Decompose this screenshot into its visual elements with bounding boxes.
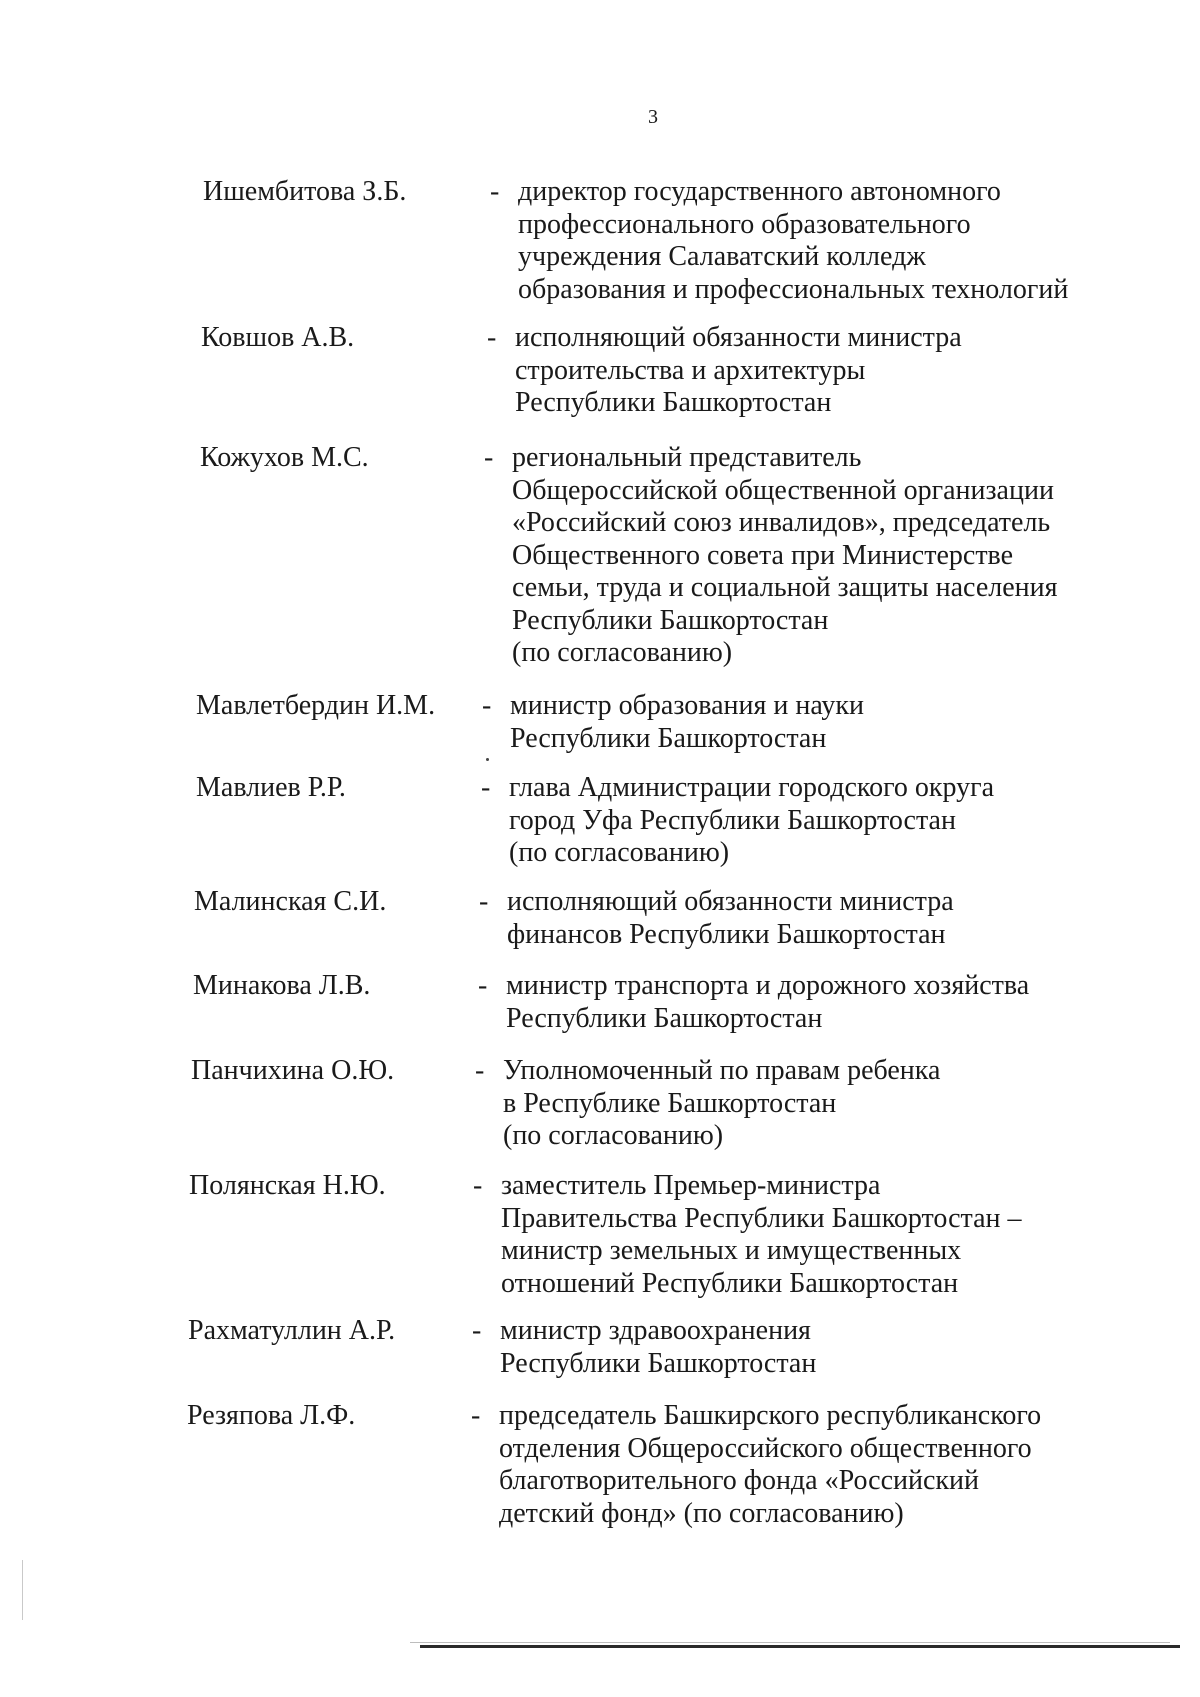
separator-dash: - <box>490 176 500 207</box>
member-name: Ковшов А.В. <box>201 322 355 353</box>
member-description: глава Администрации городского округа город Уфа Республики Башкортостан (по согласованию) <box>509 772 995 868</box>
separator-dash: - <box>479 886 489 917</box>
member-description: заместитель Премьер-министра Правительства Республики Башкортостан – министр земельных и имущественных отношений Республики Башкортостан <box>501 1170 1022 1299</box>
separator-dash: - <box>472 1315 482 1346</box>
scan-artifact-line <box>22 1560 23 1620</box>
member-name: Мавлетбердин И.М. <box>196 690 436 721</box>
separator-dash: - <box>482 690 492 721</box>
page-number: 3 <box>648 106 658 128</box>
bottom-rule-shadow <box>410 1642 1170 1643</box>
member-description: директор государственного автономного профессионального образовательного учреждения Салаватский колледж образования и профессиональных технологий <box>518 176 1069 305</box>
member-description: исполняющий обязанности министра строительства и архитектуры Республики Башкортостан <box>515 322 962 418</box>
member-name: Минакова Л.В. <box>193 970 371 1001</box>
member-name: Рахматуллин А.Р. <box>188 1315 396 1346</box>
scan-dot <box>486 758 489 761</box>
separator-dash: - <box>487 322 497 353</box>
member-description: министр транспорта и дорожного хозяйства Республики Башкортостан <box>506 970 1030 1034</box>
member-description: исполняющий обязанности министра финансов Республики Башкортостан <box>507 886 954 950</box>
bottom-rule <box>420 1645 1180 1648</box>
separator-dash: - <box>475 1055 485 1086</box>
separator-dash: - <box>473 1170 483 1201</box>
member-name: Малинская С.И. <box>194 886 387 917</box>
separator-dash: - <box>471 1400 481 1431</box>
separator-dash: - <box>478 970 488 1001</box>
member-name: Панчихина О.Ю. <box>191 1055 395 1086</box>
member-name: Резяпова Л.Ф. <box>187 1400 356 1431</box>
separator-dash: - <box>481 772 491 803</box>
member-name: Полянская Н.Ю. <box>189 1170 386 1201</box>
member-description: председатель Башкирского республиканского отделения Общероссийского общественного благотворительного фонда «Российский детский фонд» (по согласованию) <box>499 1400 1042 1529</box>
member-description: министр здравоохранения Республики Башкортостан <box>500 1315 817 1379</box>
member-name: Ишембитова З.Б. <box>203 176 407 207</box>
separator-dash: - <box>484 442 494 473</box>
member-description: Уполномоченный по правам ребенка в Республике Башкортостан (по согласованию) <box>503 1055 941 1151</box>
member-description: министр образования и науки Республики Башкортостан <box>510 690 864 754</box>
member-description: региональный представитель Общероссийской общественной организации «Российский союз инвалидов», председатель Общественного совета при Министерстве семьи, труда и социальной защиты населения Республики Башкортостан (по согласованию) <box>512 442 1058 668</box>
member-name: Мавлиев Р.Р. <box>196 772 346 803</box>
member-name: Кожухов М.С. <box>200 442 369 473</box>
